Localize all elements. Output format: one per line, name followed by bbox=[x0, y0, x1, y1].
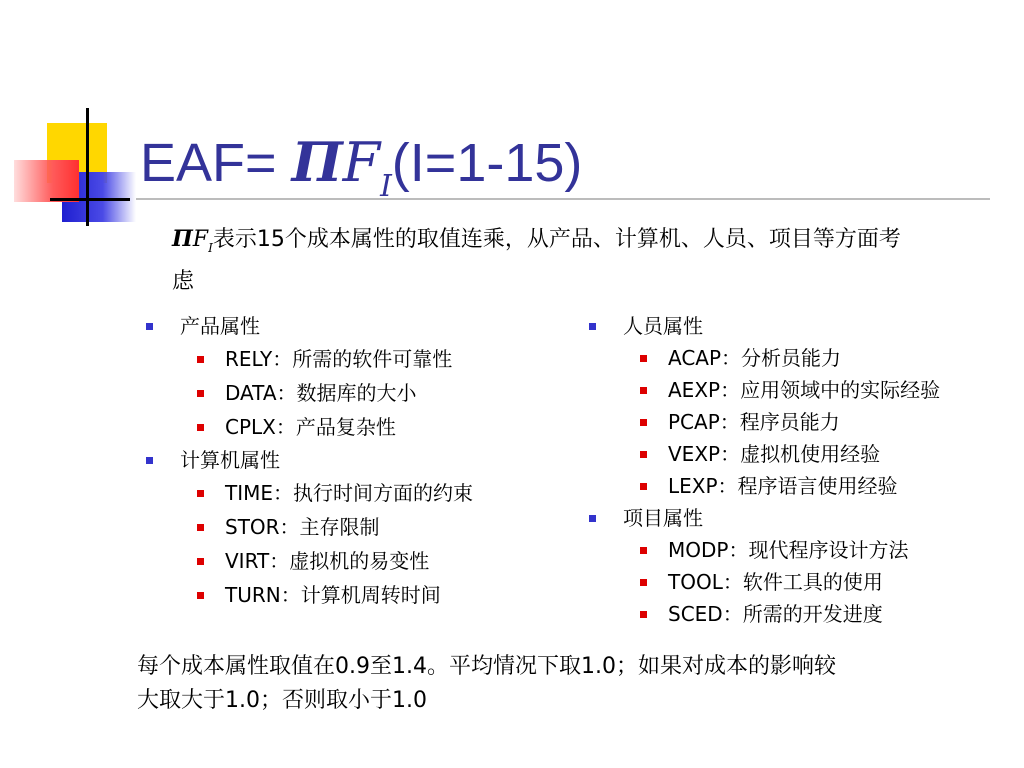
group-product: 产品属性 bbox=[140, 310, 560, 342]
group-computer: 计算机属性 bbox=[140, 444, 560, 476]
list-item-pcap: PCAP：程序员能力 bbox=[583, 406, 1013, 438]
title-pi-symbol: Π bbox=[291, 130, 343, 194]
list-item-stor: STOR：主存限制 bbox=[140, 510, 560, 544]
intro-pi-symbol: Π bbox=[172, 226, 193, 252]
left-column bbox=[140, 310, 560, 612]
title-subscript: I bbox=[380, 168, 392, 204]
intro-description: 表示15个成本属性的取值连乘，从产品、计算机、人员、项目等方面考虑 bbox=[172, 227, 901, 295]
decor-horizontal-line bbox=[50, 198, 130, 201]
decor-red-square bbox=[14, 160, 79, 202]
title-suffix: (I=1-15) bbox=[391, 133, 583, 193]
footer-text: 每个成本属性取值在0.9至1.4。平均情况下取1.0；如果对成本的影响较大取大于1.0；否则取小于1.0 bbox=[137, 654, 836, 713]
list-item-virt: VIRT：虚拟机的易变性 bbox=[140, 544, 560, 578]
group-personnel: 人员属性 bbox=[583, 310, 1013, 342]
intro-text bbox=[172, 222, 912, 299]
intro-f-symbol: F bbox=[192, 227, 209, 252]
title-prefix: EAF= bbox=[140, 133, 292, 193]
group-project: 项目属性 bbox=[583, 502, 1013, 534]
list-item-tool: TOOL：软件工具的使用 bbox=[583, 566, 1013, 598]
list-item-acap: ACAP：分析员能力 bbox=[583, 342, 1013, 374]
list-item-aexp: AEXP：应用领域中的实际经验 bbox=[583, 374, 1013, 406]
decor-vertical-line bbox=[86, 108, 89, 226]
list-item-vexp: VEXP：虚拟机使用经验 bbox=[583, 438, 1013, 470]
intro-subscript: I bbox=[208, 241, 213, 256]
right-column bbox=[583, 310, 1013, 630]
list-item-turn: TURN：计算机周转时间 bbox=[140, 578, 560, 612]
list-item-time: TIME：执行时间方面的约束 bbox=[140, 476, 560, 510]
list-item-modp: MODP：现代程序设计方法 bbox=[583, 534, 1013, 566]
list-item-data: DATA：数据库的大小 bbox=[140, 376, 560, 410]
list-item-sced: SCED：所需的开发进度 bbox=[583, 598, 1013, 630]
slide-title bbox=[140, 122, 582, 202]
list-item-rely: RELY：所需的软件可靠性 bbox=[140, 342, 560, 376]
list-item-cplx: CPLX：产品复杂性 bbox=[140, 410, 560, 444]
list-item-lexp: LEXP：程序语言使用经验 bbox=[583, 470, 1013, 502]
title-f-symbol: F bbox=[342, 131, 381, 194]
